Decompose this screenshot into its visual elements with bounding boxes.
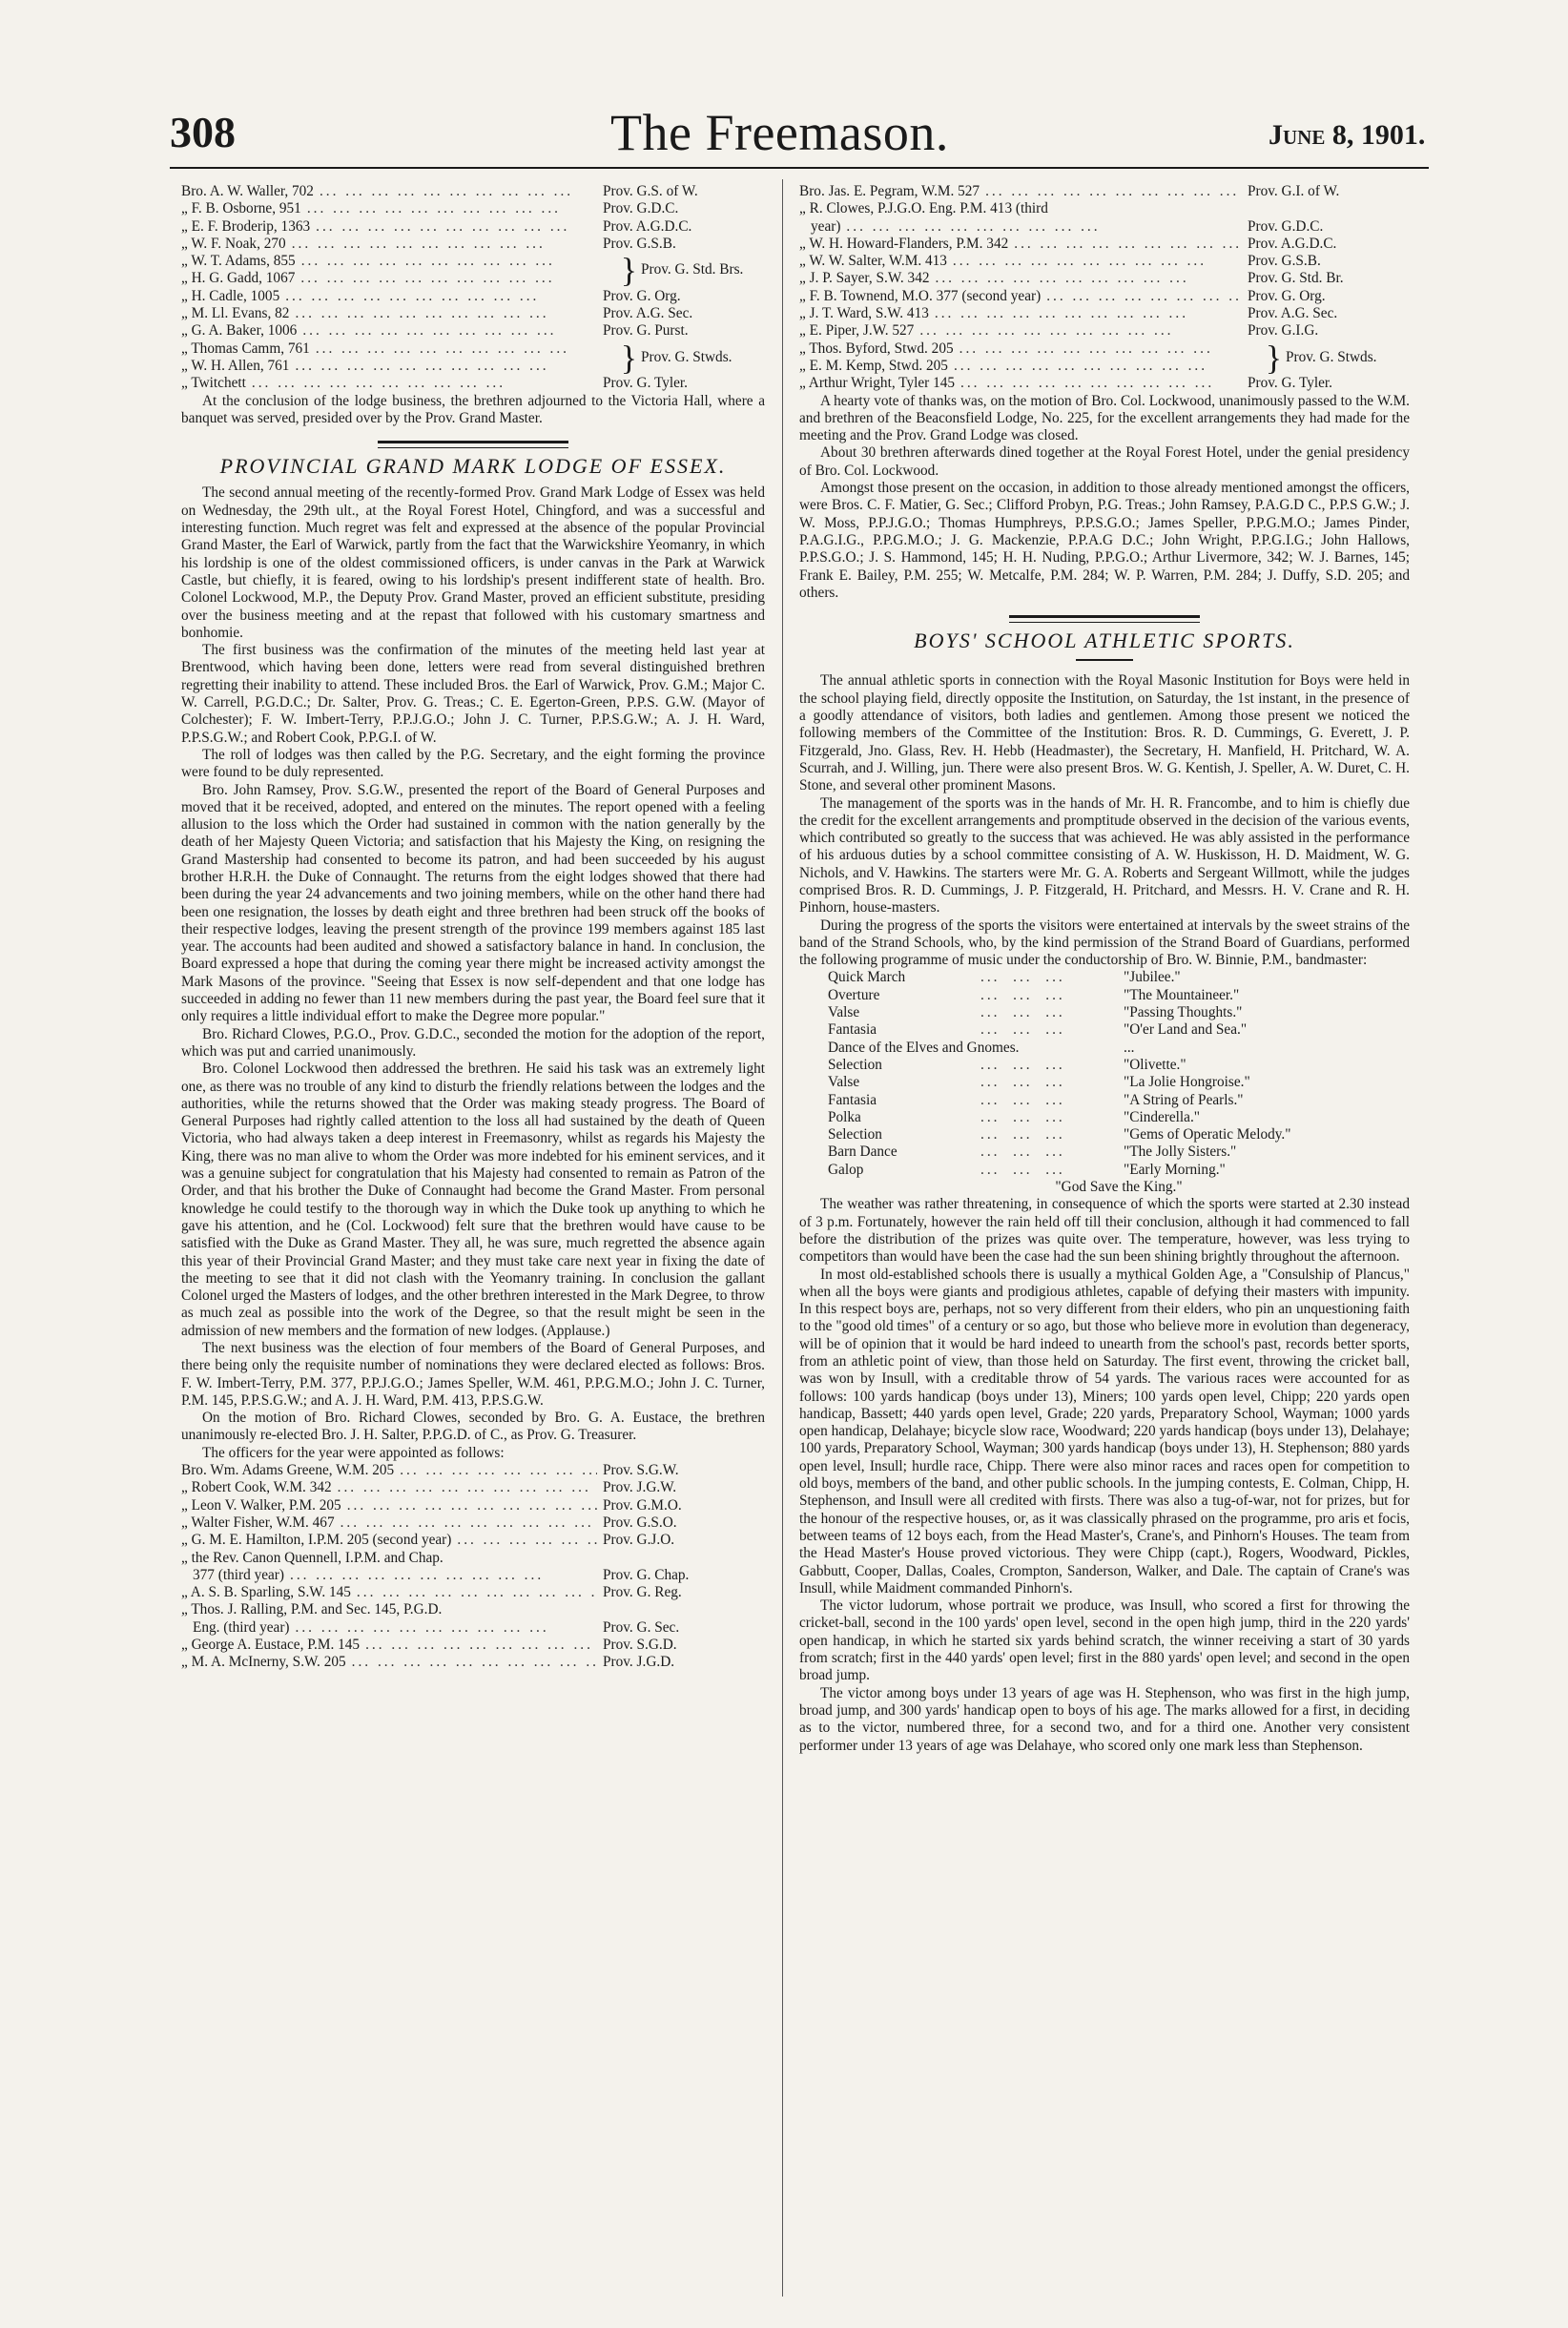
officer-office: Prov. G. Sec. [603, 1618, 680, 1636]
officer-office: Prov. G. Stwds. [1286, 348, 1377, 365]
paragraph: On the motion of Bro. Richard Clowes, seconded by Bro. G. A. Eustace, the brethren unanimously re-elected Bro. J. H. Salter, P.P.G.D. of C., as Prov. G. Treasurer. [181, 1410, 765, 1444]
officer-row [181, 1601, 765, 1618]
officer-row [181, 1462, 765, 1479]
officer-row [799, 340, 1262, 358]
music-title: "O'er Land and Sea." [1124, 1021, 1248, 1039]
music-type: Selection [828, 1126, 882, 1143]
officer-name: „ G. A. Baker, 1006 [181, 322, 298, 340]
paragraph: About 30 brethren afterwards dined together at the Royal Forest Hotel, under the genial presidency of Bro. Col. Lockwood. [799, 444, 1410, 479]
officer-name: „ Thomas Camm, 761 [181, 340, 310, 357]
officer-list-top [181, 183, 765, 393]
paragraph: The second annual meeting of the recently-formed Prov. Grand Mark Lodge of Essex was held on Wednesday, the 29th ult., at the Royal Forest Hotel, Chingford, and was a successful and interesting function. Much regret was felt and expressed at the absence of the popular Provincial Grand Master, the Earl of Warwick, partly from the fact that the Warwickshire Yeomanry, in which his lordship is one of the oldest commissioned officers, is under canvas in the Park at Warwick Castle, but chiefly, it is feared, owing to his lordship's present indifferent state of health. Bro. Colonel Lockwood, M.P., the Deputy Prov. Grand Master, proved an efficient substitute, presiding over the business meeting and at the repast that followed with his customary smartness and bonhomie. [181, 484, 765, 641]
paragraph: The victor ludorum, whose portrait we produce, was Insull, who scored a first for throwing the cricket-ball, second in the 100 yards' open level, second in the open high jump, third in the 220 yards' open handicap, in which he started six yards behind scratch, the winner receiving a start of 30 yards from scratch; first in the 440 yards' open level; first in the 880 yards' open level; and second in the open broad jump. [799, 1597, 1410, 1684]
officer-name: „ Thos. J. Ralling, P.M. and Sec. 145, P.G.D. [181, 1601, 443, 1618]
music-type: Overture [828, 986, 880, 1003]
officer-office: Prov. J.G.D. [603, 1654, 675, 1671]
officer-row [181, 1514, 765, 1532]
officer-row [799, 305, 1410, 322]
officer-row [799, 358, 1262, 375]
right-column [799, 183, 1410, 1755]
music-type: Fantasia [828, 1021, 877, 1039]
officer-office: Prov. G. Chap. [603, 1566, 690, 1583]
officer-office: Prov. G. Purst. [603, 322, 689, 340]
officer-row [799, 288, 1410, 305]
officer-name: „ F. B. Townend, M.O. 377 (second year) [799, 287, 1042, 304]
officer-office: Prov. G.S.B. [1248, 253, 1321, 270]
issue-date: June 8, 1901. [1269, 119, 1426, 151]
paragraph: The annual athletic sports in connection with the Royal Masonic Institution for Boys were held in the school playing field, directly opposite the Institution, on Saturday, the 1st instant, in the presence of a goodly attendance of visitors, both ladies and gentlemen. Among those present we noticed the following members of the Committee of the Institution: Bros. R. D. Cummings, G. Everett, J. P. Fitzgerald, Jno. Glass, Rev. H. Hebb (Headmaster), the Secretary, H. Manfield, H. Pritchard, W. A. Scurrah, and J. Willing, jun. There were also present Bros. W. G. Kentish, J. Speller, A. W. Duret, C. H. Stone, and several other prominent Masons. [799, 672, 1410, 794]
officer-name: „ Arthur Wright, Tyler 145 [799, 375, 956, 392]
paragraph: The weather was rather threatening, in consequence of which the sports were started at 2.30 instead of 3 p.m. Fortunately, however the rain held off till their conclusion, although it had commenced to fall before the distribution of the prizes was quite over. The temperature, however, was less trying to competitors than would have been the case had the sun been shining brightly throughout the afternoon. [799, 1196, 1410, 1266]
officer-row [799, 253, 1410, 270]
officer-name: „ Thos. Byford, Stwd. 205 [799, 340, 954, 357]
officer-name: „ W. W. Salter, W.M. 413 [799, 253, 947, 270]
officer-office: Prov. S.G.W. [603, 1462, 679, 1479]
officer-name: „ H. G. Gadd, 1067 [181, 270, 296, 287]
music-item: Valse ... ... ... "Passing Thoughts." [828, 1004, 1410, 1021]
officer-name: „ M. A. McInerny, S.W. 205 [181, 1654, 346, 1671]
officer-row [181, 1637, 765, 1654]
officer-row [181, 375, 765, 392]
officer-name: „ E. Piper, J.W. 527 [799, 322, 915, 340]
music-type: Dance of the Elves and Gnomes. [828, 1039, 1020, 1056]
officer-brace-group [799, 340, 1410, 376]
officer-row [181, 1584, 765, 1601]
officer-row [799, 236, 1410, 253]
officer-row [181, 340, 617, 358]
officer-row [181, 288, 765, 305]
officer-brace-group [181, 340, 765, 376]
officer-row [181, 270, 617, 287]
section-title: BOYS' SCHOOL ATHLETIC SPORTS. [914, 628, 1295, 653]
officer-office: Prov. G.S. of W. [603, 183, 698, 199]
officer-name: „ J. T. Ward, S.W. 413 [799, 305, 929, 322]
officer-name: „ W. H. Howard-Flanders, P.M. 342 [799, 235, 1009, 252]
music-item: Barn Dance ... ... ... "The Jolly Sisters." [828, 1143, 1410, 1161]
music-type: Barn Dance [828, 1143, 897, 1161]
music-title: "Cinderella." [1124, 1108, 1201, 1125]
officer-name: „ W. F. Noak, 270 [181, 235, 286, 252]
officer-office: Prov. G.S.O. [603, 1514, 677, 1531]
officer-office: Prov. G.I.G. [1248, 322, 1319, 340]
title-rule [1076, 659, 1133, 661]
paragraph: The first business was the confirmation of the minutes of the meeting held last year at Brentwood, which having been done, letters were read from several distinguished brethren regretting their inability to attend. These included Bros. the Earl of Warwick, Prov. G.M.; Major C. W. Carrell, P.G.D.C.; Dr. Salter, Prov. G. Treas.; C. E. Egerton-Green, P.P.S. G.W. (Mayor of Colchester); F. W. Imbert-Terry, P.P.J.G.O.; John J. C. Turner, P.P.S.G.W.; A. J. H. Ward, P.P.S.G.W.; and Robert Cook, P.P.G.I. of W. [181, 642, 765, 746]
music-item: Quick March ... ... ... "Jubilee." [828, 969, 1410, 986]
officer-name: „ J. P. Sayer, S.W. 342 [799, 270, 930, 287]
officer-row [181, 218, 765, 236]
section-title: PROVINCIAL GRAND MARK LODGE OF ESSEX. [219, 454, 727, 479]
officer-row [181, 200, 765, 217]
officer-row [181, 1619, 765, 1637]
music-type: Polka [828, 1108, 861, 1125]
music-item: Fantasia ... ... ... "A String of Pearls." [828, 1092, 1410, 1109]
officer-row [181, 236, 765, 253]
officer-name: „ H. Cadle, 1005 [181, 287, 280, 304]
brace-glyph: } [620, 251, 637, 290]
officer-row [181, 322, 765, 340]
header-rule [170, 167, 1429, 169]
music-title: "Early Morning." [1124, 1161, 1226, 1178]
music-title: "The Jolly Sisters." [1124, 1143, 1237, 1161]
paragraph: Bro. Richard Clowes, P.G.O., Prov. G.D.C., seconded the motion for the adoption of the report, which was put and carried unanimously. [181, 1025, 765, 1060]
section-rule [378, 441, 568, 448]
officer-name: „ G. M. E. Hamilton, I.P.M. 205 (second year) [181, 1532, 452, 1549]
paragraph: The officers for the year were appointed as follows: [202, 1444, 505, 1461]
officer-name: „ Leon V. Walker, P.M. 205 [181, 1496, 341, 1514]
officer-office: Prov. G.D.C. [1248, 217, 1324, 235]
officer-office: Prov. G. Org. [1248, 287, 1326, 304]
officer-name: 377 (third year) [193, 1566, 284, 1583]
officer-office: Prov. G. Std. Br. [1248, 270, 1344, 287]
officer-name: Bro. Jas. E. Pegram, W.M. 527 [799, 183, 980, 199]
paragraph: The victor among boys under 13 years of age was H. Stephenson, who was first in the high jump, broad jump, and 300 yards' handicap open to boys of his age. The marks allowed for a first, in deciding as to the victor, numbered three, for a second two, and for a third one. Another very consistent performer under 13 years of age was Delahaye, who scored only one mark less than Stephenson. [799, 1684, 1410, 1754]
officer-name: „ W. H. Allen, 761 [181, 357, 290, 374]
section-rule [1009, 615, 1200, 623]
officer-row [181, 1479, 765, 1496]
officer-office: Prov. A.G. Sec. [603, 305, 693, 322]
music-title: "Jubilee." [1124, 969, 1181, 986]
brace-glyph: } [1265, 338, 1282, 377]
brace-glyph: } [620, 338, 637, 377]
music-type: Quick March [828, 969, 906, 986]
music-item: Selection ... ... ... "Gems of Operatic Melody." [828, 1126, 1410, 1143]
officer-name: „ Twitchett [181, 375, 246, 392]
music-type: Fantasia [828, 1091, 877, 1108]
officer-name: „ W. T. Adams, 855 [181, 253, 296, 270]
paragraph: The roll of lodges was then called by the P.G. Secretary, and the eight forming the province were found to be duly represented. [181, 746, 765, 781]
officer-office: Prov. S.G.D. [603, 1637, 677, 1654]
officer-office: Prov. G. Tyler. [603, 375, 689, 392]
officer-office: Prov. G.M.O. [603, 1496, 682, 1514]
music-title: "Passing Thoughts." [1124, 1004, 1243, 1021]
officer-office: Prov. G.I. of W. [1248, 183, 1340, 199]
officer-name: „ George A. Eustace, P.M. 145 [181, 1637, 361, 1654]
officer-name: Eng. (third year) [193, 1618, 290, 1636]
officer-office: Prov. G. Stwds. [641, 348, 732, 365]
masthead-title: The Freemason. [610, 104, 949, 161]
music-type: Valse [828, 1004, 860, 1021]
officer-office: Prov. J.G.W. [603, 1479, 677, 1496]
music-title: "Olivette." [1124, 1056, 1186, 1073]
officer-row [181, 1497, 765, 1514]
paragraph: During the progress of the sports the visitors were entertained at intervals by the sweet strains of the band of the Strand Schools, who, by the kind permission of the Strand Board of Guardians, performed the following programme of music under the conductorship of Bro. W. Binnie, P.M., bandmaster: [799, 917, 1410, 969]
paragraph: At the conclusion of the lodge business, the brethren adjourned to the Victoria Hall, where a banquet was served, presided over by the Prov. Grand Master. [181, 392, 765, 426]
officer-name: Bro. A. W. Waller, 702 [181, 183, 314, 199]
officer-office: Prov. G. Org. [603, 287, 681, 304]
officer-row [799, 270, 1410, 287]
officer-name: „ E. F. Broderip, 1363 [181, 217, 311, 235]
left-column [181, 183, 765, 1672]
paragraph: The management of the sports was in the hands of Mr. H. R. Francombe, and to him is chiefly due the credit for the excellent arrangements and promptitude observed in the decision of the various events, which contributed so greatly to the success that was achieved. He was ably assisted in the performance of his arduous duties by a school committee consisting of A. W. Huskisson, H. D. Maidment, W. G. Nichols, and V. Hawkins. The starters were Mr. G. A. Roberts and Sergeant Willmott, while the judges comprised Bros. R. D. Cummings, J. P. Fitzgerald, H. Pritchard, and Messrs. H. V. Crane and R. H. Pinhorn, house-masters. [799, 794, 1410, 917]
music-item: Selection ... ... ... "Olivette." [828, 1057, 1410, 1074]
paragraph: The next business was the election of four members of the Board of General Purposes, and there being only the requisite number of nominations they were declared elected as follows: Bros. F. W. Imbert-Terry, P.M. 377, P.P.J.G.O.; James Speller, W.M. 461, P.P.G.M.O.; John J. C. Turner, P.M. 145, P.P.S.G.W.; and A. J. H. Ward, P.M. 413, P.P.S.G.W. [181, 1340, 765, 1409]
officer-row [799, 218, 1410, 236]
officer-name: „ R. Clowes, P.J.G.O. Eng. P.M. 413 (third [799, 200, 1048, 217]
column-divider [782, 179, 783, 2297]
officer-row [181, 358, 617, 375]
music-title: "La Jolie Hongroise." [1124, 1074, 1250, 1091]
officer-name: „ M. Ll. Evans, 82 [181, 305, 290, 322]
officer-office: Prov. A.G.D.C. [1248, 235, 1337, 252]
paragraph: Bro. Colonel Lockwood then addressed the brethren. He said his task was an extremely light one, as there was no trouble of any kind to disturb the friendly relations between the lodges and the authorities, while the returns showed that the Order was making steady progress. The Board of General Purposes had rightly called attention to the loss all had sustained by the death of Queen Victoria, who had always taken a deep interest in Freemasonry, whilst as regards his Majesty the King, there was no man alive to whom the Order was more indebted for his eminent services, and it was a genuine subject for congratulation that his Majesty had consented to remain as Patron of the Order, and that his brother the Duke of Connaught had become the Grand Master. From personal knowledge he could testify to the thorough way in which the Duke took up anything to which he gave his attention, and he (Col. Lockwood) felt sure that the brethren would have cause to be satisfied with the Duke as Grand Master. They all, he was sure, much regretted the absence again this year of their Provincial Grand Master; and they must take care next year in fixing the date of the meeting to see that it did not clash with the Yeomanry training. In conclusion the gallant Colonel urged the Masters of lodges, and the other brethren interested in the Mark Degree, to throw as much zeal as possible into the work of the Degree, so that the result might be seen in the admission of new members and the formation of new lodges. (Applause.) [181, 1061, 765, 1339]
officer-row [799, 183, 1410, 200]
page-header [0, 0, 1568, 167]
music-item: Galop ... ... ... "Early Morning." [828, 1162, 1410, 1179]
officer-office: Prov. G. Reg. [603, 1584, 682, 1601]
music-item: Fantasia ... ... ... "O'er Land and Sea." [828, 1021, 1410, 1039]
officer-row [181, 1567, 765, 1584]
officer-name: „ the Rev. Canon Quennell, I.P.M. and Chap. [181, 1549, 444, 1566]
officer-name: „ F. B. Osborne, 951 [181, 200, 301, 217]
music-type: Valse [828, 1074, 860, 1091]
music-item: Valse ... ... ... "La Jolie Hongroise." [828, 1074, 1410, 1091]
paragraph: Amongst those present on the occasion, in addition to those already mentioned amongst the officers, were Bros. C. F. Matier, G. Sec.; Clifford Probyn, P.G. Treas.; John Ramsey, P.A.G.D C., P.P.S G.W.; J. W. Moss, P.P.J.G.O.; Thomas Humphreys, P.P.S.G.O.; James Speller, P.P.G.M.O.; James Pinder, P.A.G.I.G., P.P.G.M.O.; J. G. Mackenzie, P.P.A.G D.C.; John Wright, P.P.G.I.G.; John Hallows, P.P.S.G.O.; J. S. Hammond, 145; H. H. Nuding, P.P.G.O.; Arthur Livermore, 342; W. J. Barnes, 145; Frank E. Bailey, P.M. 255; W. Metcalfe, P.M. 284; W. P. Warren, P.M. 284; J. Duffy, S.D. 205; and others. [799, 480, 1410, 601]
officer-name: Bro. Wm. Adams Greene, W.M. 205 [181, 1462, 395, 1479]
officer-row [181, 183, 765, 200]
anthem-line: "God Save the King." [1055, 1179, 1183, 1196]
officer-row [181, 1532, 765, 1549]
music-item: Polka ... ... ... "Cinderella." [828, 1109, 1410, 1126]
officer-office: Prov. G.J.O. [603, 1532, 675, 1549]
officer-row [799, 200, 1410, 217]
music-item: Overture ... ... ... "The Mountaineer." [828, 987, 1410, 1004]
officer-list-right [799, 183, 1410, 393]
music-type: Galop [828, 1161, 864, 1178]
officer-row [181, 1654, 765, 1671]
officer-row [181, 253, 617, 270]
music-programme [799, 969, 1410, 1196]
officer-office: Prov. A.G. Sec. [1248, 305, 1338, 322]
officer-name: „ Robert Cook, W.M. 342 [181, 1479, 332, 1496]
officer-row [799, 375, 1410, 392]
officer-office: Prov. A.G.D.C. [603, 217, 692, 235]
officer-office: Prov. G.S.B. [603, 235, 676, 252]
page-number: 308 [170, 108, 236, 156]
music-item: Dance of the Elves and Gnomes. ... [828, 1039, 1135, 1056]
officer-office: Prov. G. Std. Brs. [641, 261, 744, 278]
music-title: "The Mountaineer." [1124, 986, 1240, 1003]
paragraph: In most old-established schools there is usually a mythical Golden Age, a "Consulship of Plancus," when all the boys were giants and prodigious athletes, capable of defying their masters with impunity. In this respect boys are, perhaps, not so very different from their elders, who pin an unquestioning faith to the "good old times" of a century or so ago, but those who believe more in evolution than degeneracy, will be of opinion that it would be hard indeed to unearth from the school's past, records better sports, from an athletic point of view, than those held on Saturday. The first event, throwing the cricket ball, was won by Insull, with a creditable throw of 54 yards. The various races were accounted for as follows: 100 yards handicap (boys under 13), Miners; 100 yards open level, Chipp; 220 yards open handicap, Bassett; 440 yards open level, Grade; 220 yards, Preparatory School, Wayman; 1000 yards open handicap, Delahaye; bicycle slow race, Woodward; 220 yards handicap (boys under 13), Delahaye; 100 yards, Preparatory School, Wayman; 300 yards handicap (boys under 13), H. Stephenson; 880 yards open level, Insull; hurdle race, Chipp. There were also minor races and races open for competition to old boys, members of the band, and other public schools. In the jumping contests, E. Colman, Chipp, H. Stephenson, and Insull were all credited with firsts. There was also a tug-of-war, not for prizes, but for the honour of the respective houses, or, as it was classically phrased on the programme, pro aris et focis, between teams of 12 boys each, from the Head Master's, Crane's, and Pinhorn's Houses. The team from the Head Master's House proved victorious. They were Chipp (capt.), Rogers, Woodward, Pickles, Gabbutt, Cooper, Dallas, Coales, Crompton, Sanderson, Walker, and Dale. The captain of Crane's was Insull, while Maidment commanded Pinhorn's. [799, 1266, 1410, 1597]
music-title: "Gems of Operatic Melody." [1124, 1126, 1291, 1143]
music-type: Selection [828, 1056, 882, 1073]
officer-name: year) [811, 217, 841, 235]
officer-name: „ Walter Fisher, W.M. 467 [181, 1514, 335, 1531]
music-title: "A String of Pearls." [1124, 1091, 1244, 1108]
officer-office: Prov. G.D.C. [603, 200, 679, 217]
paragraph: A hearty vote of thanks was, on the motion of Bro. Col. Lockwood, unanimously passed to the W.M. and brethren of the Beaconsfield Lodge, No. 225, for the excellent arrangements they had made for the meeting and the Prov. Grand Lodge was closed. [799, 392, 1410, 444]
officer-office: Prov. G. Tyler. [1248, 375, 1333, 392]
paragraph: Bro. John Ramsey, Prov. S.G.W., presented the report of the Board of General Purposes and moved that it be received, adopted, and entered on the minutes. The report opened with a feeling allusion to the loss which the Order had sustained in common with the nation generally by the death of her Majesty Queen Victoria; and satisfaction that his Majesty the King, on resigning the Grand Mastership had consented to become its patron, and had been succeeded by his august brother H.R.H. the Duke of Connaught. The returns from the eight lodges showed that there had been during the year 24 advancements and two joining members, while on the other hand there had been one resignation, the losses by death eight and three brethren had been struck off the books of their respective lodges, leaving the present strength of the province 199 members against 185 last year. The accounts had been audited and showed a satisfactory balance in hand. In conclusion, the Board expressed a hope that during the coming year there might be increased activity amongst the Mark Masons of the province. "Seeing that Essex is now self-dependent and that one lodge has succeeded in adding no fewer than 11 new members during the past year, the Board feel sure that it only requires a little individual effort to make the Degree more popular." [181, 781, 765, 1025]
officer-row [181, 1550, 765, 1567]
officer-name: „ E. M. Kemp, Stwd. 205 [799, 357, 948, 374]
officer-row [799, 322, 1410, 340]
officer-name: „ A. S. B. Sparling, S.W. 145 [181, 1584, 351, 1601]
officer-list-essex [181, 1462, 765, 1672]
officer-row [181, 305, 765, 322]
officer-brace-group [181, 253, 765, 288]
